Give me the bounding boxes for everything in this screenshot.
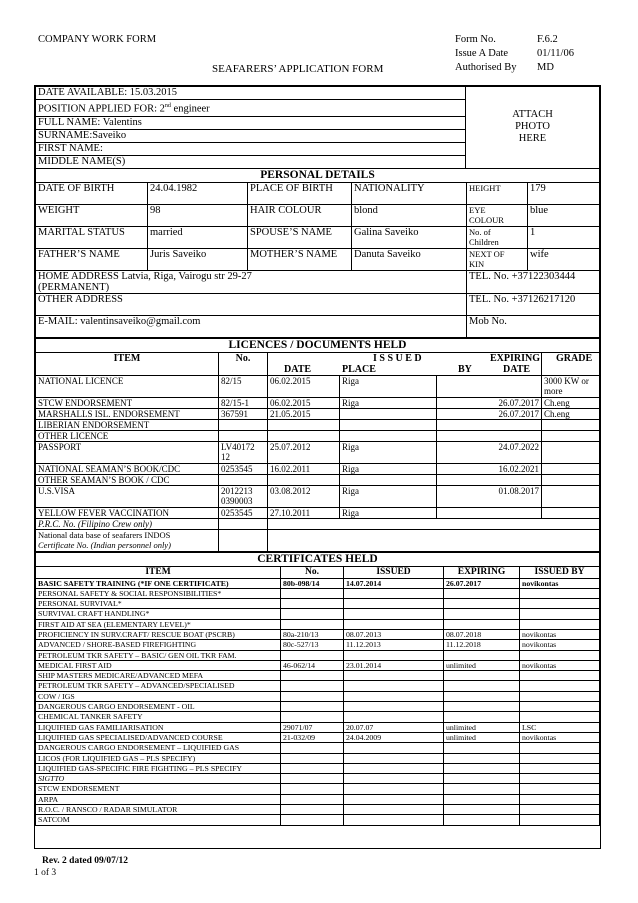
certificate-item: SATCOM [36,815,281,825]
certificate-by[interactable] [520,650,600,660]
licence-row [36,485,600,507]
mother-value[interactable]: Danuta Saveiko [352,248,467,270]
certificate-by[interactable] [520,794,600,804]
certificate-row [36,763,600,773]
certificate-item: R.O.C. / RANSCO / RADAR SIMULATOR [36,805,281,815]
licence-date[interactable]: 06.02.2015 [268,375,340,397]
certificate-exp[interactable] [444,743,520,753]
height-value[interactable]: 179 [528,182,600,204]
tel-2-field[interactable]: TEL. No. +37126217120 [467,293,600,315]
licence-date[interactable] [268,419,340,430]
certificate-row [36,681,600,691]
certificate-issued[interactable] [344,794,444,804]
certificate-item: LICOS (FOR LIQUIFIED GAS – PLS SPECIFY) [36,753,281,763]
cert-col-issued: ISSUED [344,566,444,578]
certificate-no[interactable] [281,794,344,804]
licence-item: PASSPORT [36,441,219,463]
children-label: No. of Children [467,226,528,248]
certificate-row [36,691,600,701]
certificate-item: LIQUIFIED GAS-SPECIFIC FIRE FIGHTING – PLS SPECIFY [36,763,281,773]
lic-col-no: No. [219,352,268,375]
certificate-issued[interactable] [344,588,444,598]
first-name-field[interactable]: FIRST NAME: [36,142,466,155]
certificate-row [36,660,600,670]
certificate-row [36,599,600,609]
certificate-item: FIRST AID AT SEA (ELEMENTARY LEVEL)* [36,619,281,629]
licence-row [36,430,600,441]
licence-no[interactable] [219,474,268,485]
licence-item: U.S.VISA [36,485,219,507]
licence-date[interactable] [268,474,340,485]
eye-label: EYE COLOUR [467,204,528,226]
certificate-no[interactable] [281,743,344,753]
certificate-row [36,619,600,629]
certificate-exp[interactable] [444,588,520,598]
certificate-issued[interactable] [344,609,444,619]
cert-col-no: No. [281,566,344,578]
licence-expiring[interactable]: 01.08.2017 [437,485,542,507]
licence-place[interactable]: Riga [340,397,437,408]
company-work-form-label: COMPANY WORK FORM [38,34,157,45]
certificate-issued[interactable] [344,619,444,629]
certificate-exp[interactable]: unlimited [444,732,520,742]
licence-date[interactable] [268,430,340,441]
certificate-no[interactable] [281,805,344,815]
certificate-exp[interactable]: 26.07.2017 [444,578,520,588]
certificate-row [36,640,600,650]
marital-value[interactable]: married [148,226,248,248]
certificate-item: DANGEROUS CARGO ENDORSEMENT - OIL [36,702,281,712]
licence-no[interactable]: 82/15-1 [219,397,268,408]
licence-row [36,463,600,474]
certificate-by[interactable] [520,619,600,629]
photo-label-1: ATTACH [512,109,553,121]
certificate-exp[interactable] [444,815,520,825]
certificate-item: LIQUIFIED GAS SPECIALISED/ADVANCED COURSE [36,732,281,742]
personal-details-heading: PERSONAL DETAILS [35,169,600,182]
certificate-issued[interactable] [344,763,444,773]
licence-item: YELLOW FEVER VACCINATION [36,507,219,518]
certificate-issued[interactable]: 23.01.2014 [344,660,444,670]
dob-label: DATE OF BIRTH [36,182,148,204]
weight-label: WEIGHT [36,204,148,226]
certificates-heading: CERTIFICATES HELD [35,552,600,566]
certificate-item: LIQUIFIED GAS FAMILIARISATION [36,722,281,732]
licence-no[interactable]: 2012213 0390003 [219,485,268,507]
licence-row [36,419,600,430]
lic-col-exp-grade: EXPIRING DATE GRADE [542,352,600,375]
spouse-label: SPOUSE’S NAME [248,226,352,248]
licence-item: OTHER LICENCE [36,430,219,441]
certificate-exp[interactable] [444,609,520,619]
licence-place[interactable]: Riga [340,485,437,507]
dob-value[interactable]: 24.04.1982 [148,182,248,204]
certificate-row [36,712,600,722]
licence-grade[interactable] [542,474,600,485]
certificate-by[interactable] [520,753,600,763]
certificate-by[interactable]: LSC [520,722,600,732]
certificate-by[interactable]: novikontas [520,578,600,588]
hair-value[interactable]: blond [352,204,467,226]
email-field[interactable]: E-MAIL: valentinsaveiko@gmail.com [36,315,467,337]
licence-expiring[interactable]: 24.07.2022 [437,441,542,463]
applicant-identity-table [35,86,600,169]
certificate-issued[interactable] [344,743,444,753]
licence-row [36,474,600,485]
certificate-item: PERSONAL SURVIVAL* [36,599,281,609]
certificate-no[interactable]: 29071/07 [281,722,344,732]
certificate-row [36,743,600,753]
children-value[interactable]: 1 [528,226,600,248]
middle-name-field[interactable]: MIDDLE NAME(S) [36,155,466,168]
lic-col-item: ITEM [36,352,219,375]
revision-note: Rev. 2 dated 09/07/12 [42,856,129,866]
licence-place[interactable]: Riga [340,375,437,397]
authorised-by-value: MD [537,62,554,73]
certificate-by[interactable] [520,702,600,712]
certificate-item: SHIP MASTERS MEDICARE/ADVANCED MEFA [36,671,281,681]
prc-label: P.R.C. No. (Filipino Crew only) [36,518,219,529]
certificate-by[interactable] [520,609,600,619]
certificate-issued[interactable] [344,671,444,681]
licence-grade[interactable] [542,430,600,441]
certificate-no[interactable]: 46-062/14 [281,660,344,670]
form-no-label: Form No. [455,34,496,45]
certificate-exp[interactable] [444,794,520,804]
licence-grade[interactable] [542,419,600,430]
certificate-no[interactable]: 80c-527/13 [281,640,344,650]
certificate-no[interactable] [281,753,344,763]
certificate-exp[interactable]: unlimited [444,722,520,732]
certificate-exp[interactable]: 11.12.2018 [444,640,520,650]
certificate-item: COW / IGS [36,691,281,701]
licence-expiring[interactable] [437,474,542,485]
lic-col-issued: I S S U E D DATE PLACE BY [268,352,542,375]
other-address-field[interactable]: OTHER ADDRESS [36,293,467,315]
father-value[interactable]: Juris Saveiko [148,248,248,270]
certificate-issued[interactable] [344,815,444,825]
certificate-row [36,753,600,763]
certificate-by[interactable] [520,774,600,784]
certificate-row [36,671,600,681]
weight-value[interactable]: 98 [148,204,248,226]
certificate-by[interactable] [520,691,600,701]
licence-date[interactable]: 16.02.2011 [268,463,340,474]
cert-col-issued-by: ISSUED BY [520,566,600,578]
licence-date[interactable]: 27.10.2011 [268,507,340,518]
certificate-item: BASIC SAFETY TRAINING (*IF ONE CERTIFICATE) [36,578,281,588]
certificate-by[interactable] [520,712,600,722]
certificate-no[interactable] [281,815,344,825]
personal-details-table [35,182,600,338]
certificate-by[interactable] [520,599,600,609]
photo-label-3: HERE [518,133,547,145]
prc-no[interactable] [219,518,268,529]
certificate-row [36,784,600,794]
licence-no[interactable] [219,419,268,430]
licence-expiring[interactable] [437,375,542,397]
issue-date-value: 01/11/06 [537,48,574,59]
photo-label-2: PHOTO [515,121,550,133]
cert-col-expiring: EXPIRING [444,566,520,578]
licence-expiring[interactable]: 26.07.2017 [437,397,542,408]
prc-details[interactable] [268,518,600,529]
eye-value[interactable]: blue [528,204,600,226]
licence-row [36,507,600,518]
licences-table [35,352,600,552]
certificate-no[interactable] [281,650,344,660]
certificate-no[interactable] [281,774,344,784]
date-available-field[interactable]: DATE AVAILABLE: 15.03.2015 [36,87,466,100]
certificate-row [36,588,600,598]
certificate-exp[interactable] [444,619,520,629]
licence-no[interactable] [219,430,268,441]
licence-no[interactable]: LV40172 12 [219,441,268,463]
licence-grade[interactable] [542,463,600,474]
certificate-no[interactable] [281,609,344,619]
certificate-by[interactable] [520,815,600,825]
licence-expiring[interactable]: 16.02.2021 [437,463,542,474]
height-label: HEIGHT [467,182,528,204]
certificate-row [36,815,600,825]
certificate-by[interactable] [520,681,600,691]
licence-grade[interactable] [542,507,600,518]
licence-grade[interactable] [542,441,600,463]
licence-place[interactable]: Riga [340,441,437,463]
certificate-issued[interactable] [344,774,444,784]
licence-no[interactable]: 0253545 [219,507,268,518]
mobile-field[interactable]: Mob No. [467,315,600,337]
certificate-item: SIGTTO [36,774,281,784]
certificate-no[interactable] [281,619,344,629]
licence-grade[interactable]: Ch.eng [542,397,600,408]
position-field[interactable]: POSITION APPLIED FOR: 2nd engineer [36,100,466,117]
certificate-issued[interactable] [344,805,444,815]
certificate-issued[interactable] [344,650,444,660]
certificate-issued[interactable]: 24.04.2009 [344,732,444,742]
application-form [34,85,601,849]
licence-place[interactable] [340,419,437,430]
form-no-value: F.6.2 [537,34,558,45]
photo-box[interactable] [466,87,600,169]
certificate-exp[interactable] [444,702,520,712]
certificate-row [36,702,600,712]
certificate-issued[interactable]: 11.12.2013 [344,640,444,650]
certificate-item: ARPA [36,794,281,804]
licence-row [36,441,600,463]
certificate-issued[interactable]: 08.07.2013 [344,629,444,639]
licence-date[interactable]: 21.05.2015 [268,408,340,419]
certificate-exp[interactable]: unlimited [444,660,520,670]
licence-place[interactable] [340,430,437,441]
certificate-item: MEDICAL FIRST AID [36,660,281,670]
certificate-item: ADVANCED / SHORE-BASED FIREFIGHTING [36,640,281,650]
certificate-by[interactable] [520,588,600,598]
certificate-issued[interactable] [344,784,444,794]
licence-item: NATIONAL LICENCE [36,375,219,397]
certificate-by[interactable] [520,743,600,753]
certificate-by[interactable] [520,805,600,815]
pob-label: PLACE OF BIRTH [248,182,352,204]
certificates-table [35,566,600,826]
certificate-by[interactable] [520,784,600,794]
certificate-row [36,629,600,639]
licence-place[interactable] [340,408,437,419]
licence-date[interactable]: 06.02.2015 [268,397,340,408]
nationality-label: NATIONALITY [352,182,467,204]
certificate-no[interactable] [281,691,344,701]
certificate-exp[interactable] [444,599,520,609]
indos-label: National data base of seafarers INDOS Certificate No. (Indian personnel only) [36,529,219,551]
licence-item: NATIONAL SEAMAN’S BOOK/CDC [36,463,219,474]
licence-expiring[interactable] [437,430,542,441]
certificate-issued[interactable] [344,712,444,722]
certificate-issued[interactable] [344,681,444,691]
certificate-exp[interactable] [444,712,520,722]
certificate-no[interactable] [281,763,344,773]
licence-date[interactable]: 25.07.2012 [268,441,340,463]
certificate-item: STCW ENDORSEMENT [36,784,281,794]
certificate-item: PETROLEUM TKR SAFETY – BASIC/ GEN OIL TKR FAM. [36,650,281,660]
licence-place[interactable]: Riga [340,463,437,474]
certificate-item: SURVIVAL CRAFT HANDLING* [36,609,281,619]
licence-item: LIBERIAN ENDORSEMENT [36,419,219,430]
home-address-field[interactable]: HOME ADDRESS Latvia, Riga, Vairogu str 29-27 (PERMANENT) [36,270,467,293]
certificate-no[interactable] [281,588,344,598]
licence-place[interactable]: Riga [340,507,437,518]
certificate-row [36,774,600,784]
licence-no[interactable]: 0253545 [219,463,268,474]
certificate-exp[interactable] [444,774,520,784]
certificate-by[interactable]: novikontas [520,640,600,650]
certificate-issued[interactable] [344,691,444,701]
certificate-row [36,805,600,815]
mother-label: MOTHER’S NAME [248,248,352,270]
licence-expiring[interactable] [437,419,542,430]
licence-row [36,397,600,408]
certificate-exp[interactable] [444,650,520,660]
certificate-row [36,578,600,588]
certificate-no[interactable] [281,599,344,609]
certificate-no[interactable] [281,671,344,681]
certificate-row [36,650,600,660]
certificate-row [36,732,600,742]
certificate-exp[interactable] [444,784,520,794]
certificate-by[interactable]: novikontas [520,660,600,670]
licence-row [36,375,600,397]
licence-no[interactable]: 367591 [219,408,268,419]
certificate-no[interactable]: 80b-098/14 [281,578,344,588]
licence-place[interactable] [340,474,437,485]
certificate-issued[interactable]: 14.07.2014 [344,578,444,588]
certificate-issued[interactable] [344,599,444,609]
certificate-row [36,722,600,732]
licence-item: OTHER SEAMAN’S BOOK / CDC [36,474,219,485]
certificate-item: DANGEROUS CARGO ENDORSEMENT – LIQUIFIED GAS [36,743,281,753]
certificate-exp[interactable] [444,681,520,691]
certificate-no[interactable] [281,681,344,691]
form-title: SEAFARERS’ APPLICATION FORM [212,63,384,75]
certificate-row [36,794,600,804]
certificate-issued[interactable] [344,702,444,712]
licence-no[interactable]: 82/15 [219,375,268,397]
surname-field[interactable]: SURNAME:Saveiko [36,129,466,142]
next-of-kin-label: NEXT OF KIN [467,248,528,270]
certificate-exp[interactable] [444,671,520,681]
certificate-no[interactable] [281,784,344,794]
certificate-exp[interactable] [444,763,520,773]
certificate-exp[interactable]: 08.07.2018 [444,629,520,639]
marital-label: MARITAL STATUS [36,226,148,248]
certificate-issued[interactable]: 20.07.07 [344,722,444,732]
page-number: 1 of 3 [34,868,57,878]
licence-date[interactable]: 03.08.2012 [268,485,340,507]
certificate-exp[interactable] [444,805,520,815]
certificate-no[interactable] [281,702,344,712]
licence-grade[interactable]: Ch.eng [542,408,600,419]
licence-expiring[interactable]: 26.07.2017 [437,408,542,419]
indos-no[interactable] [219,529,268,551]
full-name-field[interactable]: FULL NAME: Valentins [36,116,466,129]
certificate-exp[interactable] [444,753,520,763]
licence-item: MARSHALLS ISL. ENDORSEMENT [36,408,219,419]
authorised-by-label: Authorised By [455,62,517,73]
issue-date-label: Issue A Date [455,48,509,59]
certificate-no[interactable]: 21-032/09 [281,732,344,742]
spouse-value[interactable]: Galina Saveiko [352,226,467,248]
father-label: FATHER’S NAME [36,248,148,270]
certificate-item: PERSONAL SAFETY & SOCIAL RESPONSIBILITIES* [36,588,281,598]
certificate-item: CHEMICAL TANKER SAFETY [36,712,281,722]
licence-expiring[interactable] [437,507,542,518]
indos-details[interactable] [268,529,600,551]
licence-grade[interactable] [542,485,600,507]
certificate-no[interactable] [281,712,344,722]
certificate-issued[interactable] [344,753,444,763]
hair-label: HAIR COLOUR [248,204,352,226]
certificate-row [36,609,600,619]
certificate-by[interactable]: novikontas [520,629,600,639]
licences-heading: LICENCES / DOCUMENTS HELD [35,338,600,352]
certificate-item: PROFICIENCY IN SURV.CRAFT/ RESCUE BOAT (PSCRB) [36,629,281,639]
certificate-exp[interactable] [444,691,520,701]
cert-col-item: ITEM [36,566,281,578]
tel-1-field[interactable]: TEL. No. +37122303444 [467,270,600,293]
licence-row [36,408,600,419]
certificate-by[interactable] [520,671,600,681]
certificate-by[interactable] [520,763,600,773]
certificate-item: PETROLEUM TKR SAFETY – ADVANCED/SPECIALISED [36,681,281,691]
next-of-kin-value[interactable]: wife [528,248,600,270]
licence-item: STCW ENDORSEMENT [36,397,219,408]
certificate-by[interactable]: novikontas [520,732,600,742]
licence-grade[interactable]: 3000 KW or more [542,375,600,397]
certificate-no[interactable]: 80a-210/13 [281,629,344,639]
